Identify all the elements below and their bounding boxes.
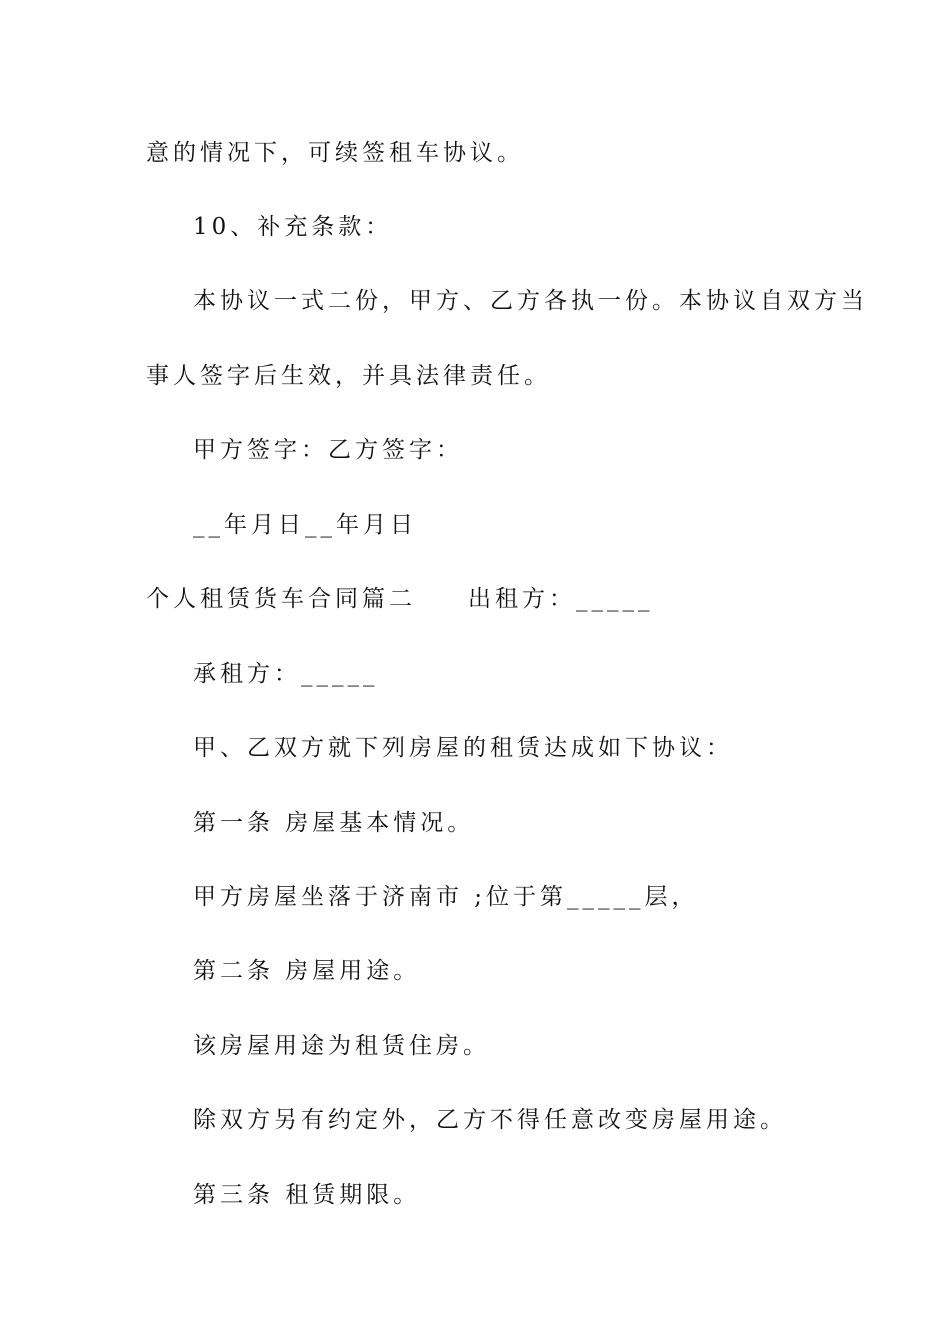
date-line: __年月日__年月日 xyxy=(193,512,417,538)
paragraph-line: 甲、乙双方就下列房屋的租赁达成如下协议： xyxy=(193,735,733,761)
paragraph-line: 本协议一式二份，甲方、乙方各执一份。本协议自双方当 xyxy=(193,288,868,314)
section-title-line xyxy=(146,584,654,614)
paragraph-line: 意的情况下，可续签租车协议。 xyxy=(146,140,524,166)
section-title: 个人租赁货车合同篇二 xyxy=(146,586,416,612)
paragraph-line: 该房屋用途为租赁住房。 xyxy=(193,1033,490,1059)
paragraph-line: 甲方房屋坐落于济南市 ;位于第_____层， xyxy=(193,884,699,910)
article-heading: 第二条 房屋用途。 xyxy=(193,958,421,984)
paragraph-line: 事人签字后生效，并具法律责任。 xyxy=(146,363,551,389)
article-heading: 第一条 房屋基本情况。 xyxy=(193,810,475,836)
paragraph-line: 除双方另有约定外，乙方不得任意改变房屋用途。 xyxy=(193,1107,787,1133)
signature-line: 甲方签字：乙方签字： xyxy=(193,437,463,463)
article-heading: 第三条 租赁期限。 xyxy=(193,1182,421,1208)
clause-heading: 10、补充条款： xyxy=(193,214,393,240)
lessee-label: 承租方：_____ xyxy=(193,661,379,687)
lessor-label: 出租方：_____ xyxy=(468,586,654,612)
